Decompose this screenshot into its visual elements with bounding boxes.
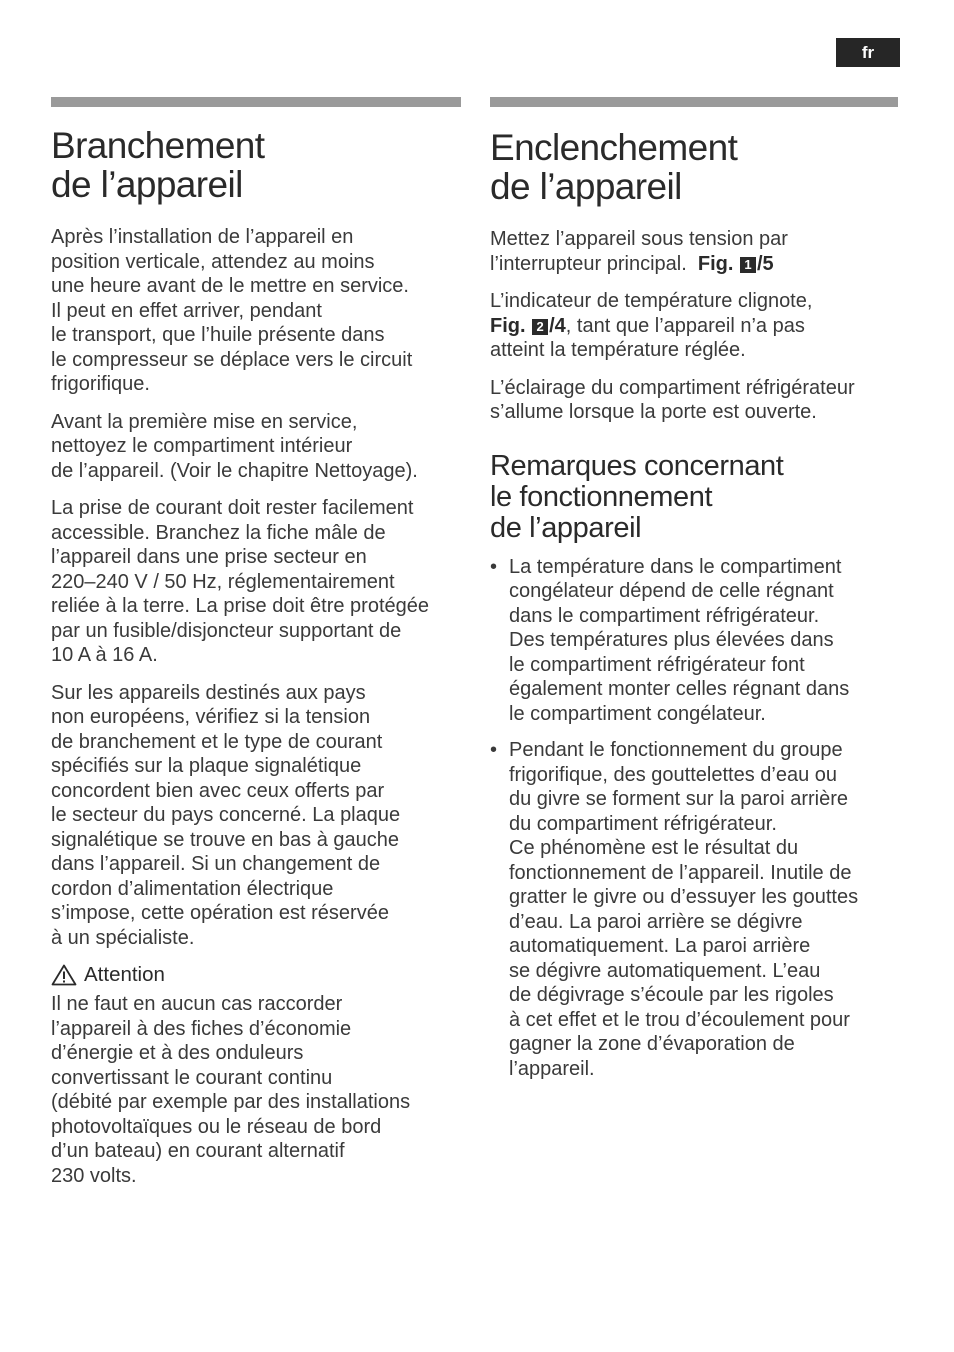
section-rule [51, 97, 461, 107]
text-line: reliée à la terre. La prise doit être protégée [51, 595, 429, 617]
text-line: s’allume lorsque la porte est ouverte. [490, 401, 817, 423]
text-line: Des températures plus élevées dans [509, 629, 834, 651]
text-fragment: l’interrupteur principal. [490, 252, 687, 275]
text-line: le compartiment congélateur. [509, 702, 766, 725]
text-line: l’appareil dans une prise secteur en [51, 546, 367, 568]
text-line: 230 volts. [51, 1164, 137, 1187]
bullet-marker: • [490, 739, 498, 761]
text-line: 220–240 V / 50 Hz, réglementairement [51, 570, 395, 593]
warning-triangle-icon [51, 964, 77, 986]
left-column [51, 97, 461, 1188]
paragraph-temperature-indicator [490, 289, 898, 363]
text-line: convertissant le courant continu [51, 1066, 333, 1089]
bullet-marker: • [490, 555, 498, 578]
subheading-line: de l’appareil [490, 511, 642, 544]
text-line: l’appareil. [509, 1057, 595, 1080]
text-line: se dégivre automatiquement. L’eau [509, 959, 821, 982]
text-line: Pendant le fonctionnement du groupe [509, 739, 843, 761]
text-line [490, 314, 898, 339]
text-line: nettoyez le compartiment intérieur [51, 435, 353, 457]
attention-heading [51, 963, 461, 987]
text-line: de l’appareil. (Voir le chapitre Nettoyage). [51, 459, 418, 482]
left-paragraphs [51, 225, 461, 950]
text-line: signalétique se trouve en bas à gauche [51, 828, 400, 851]
text-line: L’éclairage du compartiment réfrigérateur [490, 376, 855, 399]
language-tab: fr [836, 38, 900, 67]
text-line: Avant la première mise en service, [51, 410, 358, 433]
text-fragment: , tant que l’appareil n’a pas [565, 314, 805, 337]
paragraph-lighting [490, 376, 898, 425]
heading-line: Branchement [51, 125, 265, 166]
paragraph [51, 410, 461, 484]
text-line: spécifiés sur la plaque signalétique [51, 755, 362, 777]
list-item [490, 738, 898, 1081]
text-line: Ce phénomène est le résultat du [509, 837, 799, 859]
text-line: concordent bien avec ceux offerts par [51, 779, 385, 802]
text-line: (débité par exemple par des installations [51, 1091, 411, 1113]
text-line: de dégivrage s’écoule par les rigoles [509, 984, 834, 1006]
text-line: une heure avant de le mettre en service. [51, 275, 409, 297]
subheading-line: Remarques concernant [490, 449, 784, 482]
paragraph-power-on [490, 227, 898, 276]
right-column [490, 97, 898, 1093]
text-line: également monter celles régnant dans [509, 678, 850, 700]
paragraph [51, 225, 461, 397]
text-line: Il peut en effet arriver, pendant [51, 299, 322, 322]
remarks-list [490, 555, 898, 1082]
text-line: de branchement et le type de courant [51, 730, 383, 753]
attention-text [51, 992, 461, 1188]
text-line: La température dans le compartiment [509, 555, 842, 578]
text-line: d’énergie et à des onduleurs [51, 1042, 304, 1064]
text-line: position verticale, attendez au moins [51, 250, 375, 273]
text-line: gagner la zone d’évaporation de [509, 1033, 795, 1055]
text-line: congélateur dépend de celle régnant [509, 580, 834, 602]
text-line: du compartiment réfrigérateur. [509, 812, 777, 835]
text-line: dans l’appareil. Si un changement de [51, 853, 381, 875]
text-line: gratter le givre ou d’essuyer les gouttes [509, 886, 859, 908]
text-line: Sur les appareils destinés aux pays [51, 681, 366, 704]
text-line: d’eau. La paroi arrière se dégivre [509, 910, 803, 933]
text-line: le secteur du pays concerné. La plaque [51, 804, 401, 826]
fig-label: Fig. [490, 314, 526, 337]
text-line: Il ne faut en aucun cas raccorder [51, 993, 343, 1015]
heading-line: de l’appareil [51, 164, 243, 205]
heading-branchement [51, 126, 461, 204]
heading-line: Enclenchement [490, 127, 738, 168]
text-line: le compartiment réfrigérateur font [509, 653, 805, 676]
fig-label: Fig. [697, 252, 734, 275]
text-line: par un fusible/disjoncteur supportant de [51, 619, 402, 642]
text-line: photovoltaïques ou le réseau de bord [51, 1115, 382, 1138]
text-line: L’indicateur de température clignote, [490, 290, 813, 312]
text-line: d’un bateau) en courant alternatif [51, 1140, 345, 1162]
text-line: dans le compartiment réfrigérateur. [509, 604, 820, 627]
attention-label: Attention [84, 963, 165, 986]
text-line [490, 252, 898, 277]
figure-reference [490, 315, 566, 337]
text-line: fonctionnement de l’appareil. Inutile de [509, 861, 852, 884]
text-line: frigorifique, des gouttelettes d’eau ou [509, 763, 837, 786]
paragraph [51, 681, 461, 951]
text-line: l’appareil à des fiches d’économie [51, 1017, 352, 1040]
text-line: automatiquement. La paroi arrière [509, 935, 811, 957]
subheading-line: le fonctionnement [490, 480, 713, 513]
fig-suffix: /5 [757, 252, 774, 275]
figure-number-badge: 1 [740, 257, 756, 273]
text-line: La prise de courant doit rester facilement [51, 497, 414, 519]
text-line: le transport, que l’huile présente dans [51, 324, 385, 346]
text-line: atteint la température réglée. [490, 339, 746, 361]
text-line: du givre se forment sur la paroi arrière [509, 788, 849, 810]
text-line: à un spécialiste. [51, 926, 195, 949]
fig-suffix: /4 [549, 314, 566, 337]
text-line: Mettez l’appareil sous tension par [490, 228, 788, 250]
text-line: le compresseur se déplace vers le circuit [51, 348, 413, 371]
figure-number-badge: 2 [532, 319, 548, 335]
text-line: s’impose, cette opération est réservée [51, 902, 389, 924]
heading-enclenchement [490, 128, 898, 206]
subheading-remarques [490, 451, 898, 544]
figure-reference [698, 253, 774, 275]
text-line: à cet effet et le trou d’écoulement pour [509, 1008, 850, 1031]
text-line: accessible. Branchez la fiche mâle de [51, 521, 386, 544]
paragraph [51, 496, 461, 668]
text-line: 10 A à 16 A. [51, 644, 158, 666]
text-line: cordon d’alimentation électrique [51, 877, 334, 900]
text-line: non européens, vérifiez si la tension [51, 706, 371, 728]
section-rule [490, 97, 898, 107]
text-line: frigorifique. [51, 373, 150, 395]
text-line: Après l’installation de l’appareil en [51, 226, 354, 248]
list-item [490, 555, 898, 727]
heading-line: de l’appareil [490, 166, 682, 207]
